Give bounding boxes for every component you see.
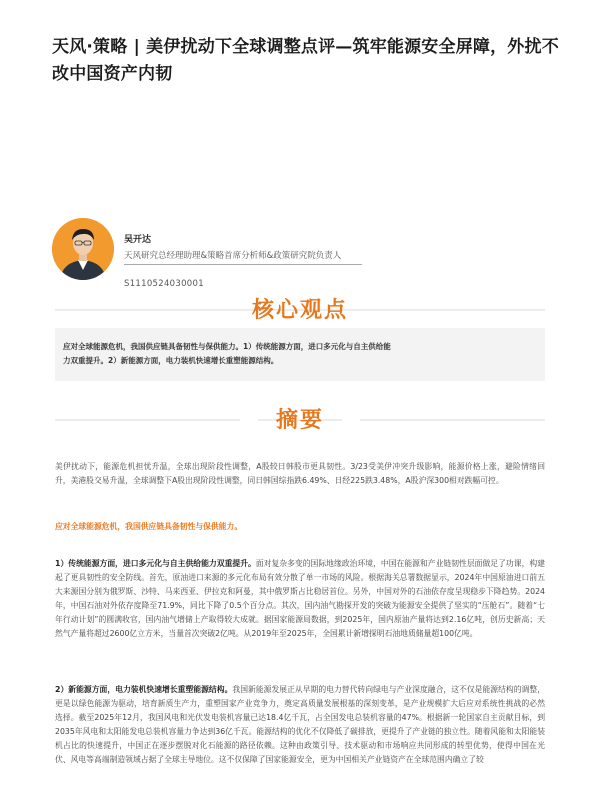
page-title: 天风·策略 | 美伊扰动下全球调整点评—筑牢能源安全屏障，外扰不改中国资产内韧 [52, 37, 559, 84]
paragraph-3-body: 我国新能源发展正从早期的电力替代转向绿电与产业深度融合，这不仅是能源结构的调整，更是以绿色能源为驱动，培育新质生产力，重塑国家产业竞争力，奠定高质量发展根基的深刻变革，是产业规模扩大后应对系统性挑战的必然选择。截至2025年12月，我国风电和光伏发电装机容量已达18.4亿千瓦，占全国发电总装机容量的47%。根据新一轮国家自主贡献目标，到2035年风电和太阳能发电总装机容量力争达到36亿千瓦。能源结构的优化不仅降低了碳排放，更提升了产业链的独立性。随着风能和太阳能装机占比的快速提升，中国正在逐步摆脱对化石能源的路径依赖。这种由政策引导、技术驱动和市场响应共同形成的转型优势，使得中国在光伏、风电等高端制造领域占据了全球主导地位。这不仅保障了国家能源安全，更为中国相关产业链资产在全球范围内确立了较 [55, 685, 545, 764]
summary-banner [55, 403, 545, 437]
paragraph-2-lead: 1）传统能源方面，进口多元化与自主供给能力双重提升。 [55, 559, 256, 568]
summary-paragraph-1: 美伊扰动下，能源危机担忧升温，全球出现阶段性调整，A股较日韩股市更具韧性。3/23受美伊冲突升级影响，能源价格上涨，避险情绪回升，美港股交易升温，全球调整下A股出现阶段性调整，同日韩国综指跌6.49%、日经225跌3.48%，A股沪深300相对跌幅可控。 [55, 462, 545, 485]
summary-paragraph-2 [55, 557, 545, 641]
banner-rule-right [360, 419, 545, 421]
core-views-text: 应对全球能源危机，我国供应链具备韧性与保供能力。1）传统能源方面，进口多元化与自主供给能力双重提升。2）新能源方面，电力装机快速增长重塑能源结构。 [63, 342, 391, 365]
banner-rule-left [55, 309, 240, 311]
author-name: 吴开达 [124, 235, 152, 245]
author-avatar [52, 218, 114, 280]
summary-heading: 摘要 [268, 403, 332, 434]
core-views-box [55, 328, 545, 381]
paragraph-3-lead: 2）新能源方面，电力装机快速增长重塑能源结构。 [55, 685, 233, 694]
author-title: 天风研究总经理助理&策略首席分析师&政策研究院负责人 [124, 251, 342, 261]
author-divider [124, 264, 362, 265]
core-views-banner [55, 293, 545, 327]
summary-highlight: 应对全球能源危机，我国供应链具备韧性与保供能力。 [55, 522, 243, 531]
summary-paragraph-3 [55, 683, 545, 767]
banner-rule-right [360, 309, 545, 311]
core-views-heading: 核心观点 [244, 293, 356, 324]
author-registration-code: S1110524030001 [124, 279, 204, 289]
banner-rule-left [55, 419, 240, 421]
person-portrait-icon [52, 218, 114, 280]
paragraph-2-body: 面对复杂多变的国际地缘政治环境，中国在能源和产业链韧性层面做足了功课，构建起了更具韧性的安全防线。首先，原油进口来源的多元化布局有效分散了单一市场的风险。根据海关总署数据显示，2024年中国原油进口前五大来源国分别为俄罗斯、沙特、马来西亚、伊拉克和阿曼，其中俄罗斯占比稳居首位。另外，中国对外的石油依存度呈现稳步下降趋势。2024年，中国石油对外依存度降至71.9%，同比下降了0.5个百分点。其次，国内油气勘探开发的突破为能源安全提供了坚实的“压舱石”。随着“七年行动计划”的圆满收官，国内油气增储上产取得较大成就。据国家能源局数据，到2025年，国内原油产量将达到2.16亿吨，创历史新高；天然气产量将超过2600亿立方米，当量首次突破2亿吨。从2019年至2025年，全国累计新增探明石油地质储量超100亿吨。 [55, 559, 545, 638]
